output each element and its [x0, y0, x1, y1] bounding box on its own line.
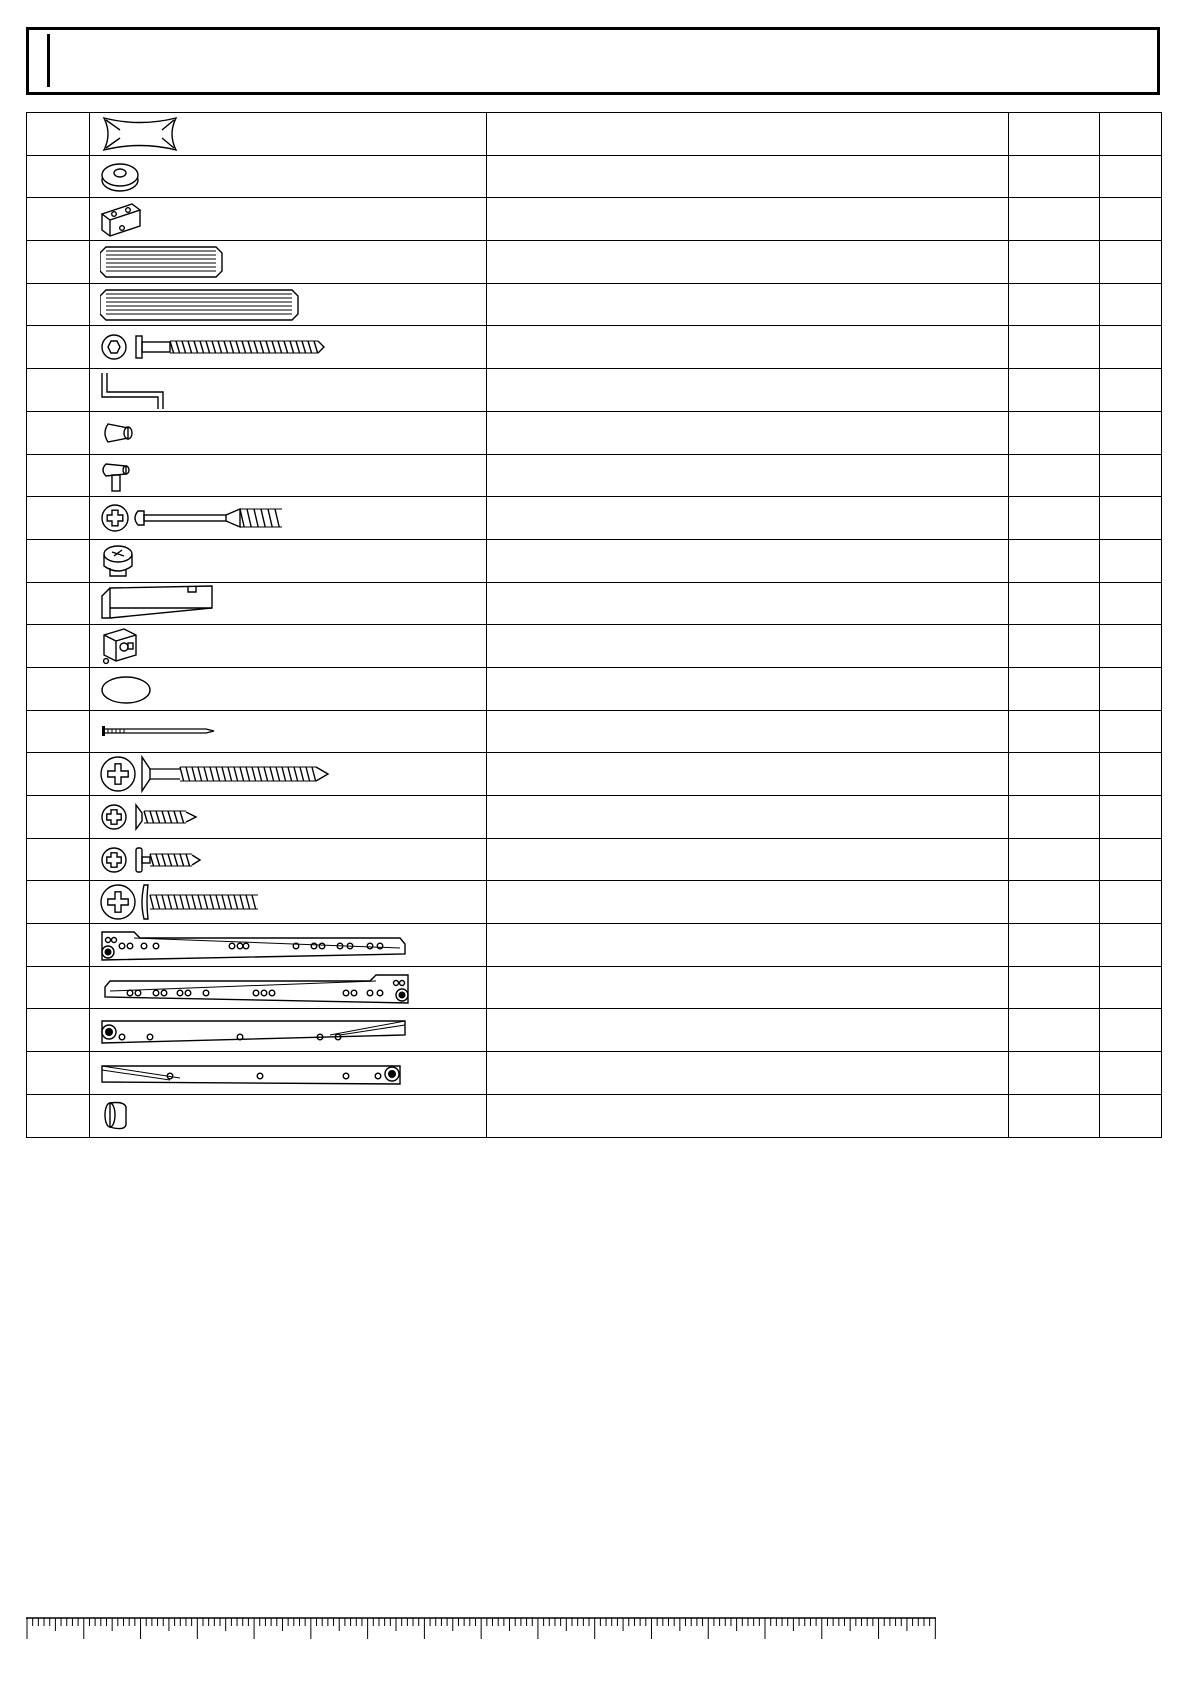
- hex-bolt-icon: [90, 328, 486, 366]
- part-quantity: [1008, 198, 1099, 241]
- table-row: [27, 1009, 1162, 1052]
- part-illustration: [90, 582, 487, 625]
- part-check: [1099, 710, 1161, 753]
- part-check: [1099, 326, 1161, 369]
- part-check: [1099, 881, 1161, 924]
- part-check: [1099, 113, 1161, 156]
- part-description: [487, 966, 1008, 1009]
- part-description: [487, 155, 1008, 198]
- table-row: [27, 710, 1162, 753]
- part-number: [27, 198, 90, 241]
- part-illustration: [90, 539, 487, 582]
- part-number: [27, 753, 90, 796]
- part-number: [27, 411, 90, 454]
- bag-icon: [90, 115, 486, 153]
- part-illustration: [90, 924, 487, 967]
- part-quantity: [1008, 582, 1099, 625]
- header-accent-bar: [47, 34, 50, 87]
- part-description: [487, 369, 1008, 412]
- shelf-support-icon: [90, 456, 486, 494]
- table-row: [27, 454, 1162, 497]
- part-quantity: [1008, 667, 1099, 710]
- part-illustration: [90, 411, 487, 454]
- part-quantity: [1008, 881, 1099, 924]
- part-number: [27, 1009, 90, 1052]
- part-illustration: [90, 454, 487, 497]
- part-illustration: [90, 838, 487, 881]
- handle-icon: [90, 584, 486, 622]
- part-illustration: [90, 497, 487, 540]
- part-check: [1099, 1094, 1161, 1137]
- part-quantity: [1008, 539, 1099, 582]
- short-wood-screw-icon: [90, 798, 486, 836]
- part-number: [27, 966, 90, 1009]
- part-description: [487, 113, 1008, 156]
- part-quantity: [1008, 283, 1099, 326]
- part-check: [1099, 539, 1161, 582]
- table-row: [27, 625, 1162, 668]
- part-description: [487, 924, 1008, 967]
- part-check: [1099, 1052, 1161, 1095]
- part-check: [1099, 582, 1161, 625]
- part-number: [27, 838, 90, 881]
- table-row: [27, 198, 1162, 241]
- part-description: [487, 283, 1008, 326]
- part-illustration: [90, 369, 487, 412]
- table-row: [27, 283, 1162, 326]
- table-row: [27, 838, 1162, 881]
- part-description: [487, 497, 1008, 540]
- part-number: [27, 326, 90, 369]
- cam-bolt-icon: [90, 499, 486, 537]
- part-description: [487, 1052, 1008, 1095]
- part-number: [27, 924, 90, 967]
- part-description: [487, 1094, 1008, 1137]
- table-row: [27, 667, 1162, 710]
- part-illustration: [90, 155, 487, 198]
- cam-lock-icon: [90, 542, 486, 580]
- part-description: [487, 198, 1008, 241]
- part-description: [487, 539, 1008, 582]
- part-illustration: [90, 283, 487, 326]
- part-check: [1099, 411, 1161, 454]
- cover-cap-icon: [90, 670, 486, 708]
- part-number: [27, 155, 90, 198]
- part-illustration: [90, 667, 487, 710]
- part-number: [27, 1052, 90, 1095]
- table-row: [27, 1094, 1162, 1137]
- part-quantity: [1008, 241, 1099, 284]
- part-quantity: [1008, 625, 1099, 668]
- part-number: [27, 283, 90, 326]
- part-number: [27, 369, 90, 412]
- part-quantity: [1008, 710, 1099, 753]
- part-number: [27, 796, 90, 839]
- part-quantity: [1008, 838, 1099, 881]
- cabinet-rail-left-icon: [90, 1011, 486, 1049]
- part-number: [27, 582, 90, 625]
- part-description: [487, 582, 1008, 625]
- table-row: [27, 582, 1162, 625]
- part-illustration: [90, 1094, 487, 1137]
- part-number: [27, 454, 90, 497]
- drawer-runner-left-icon: [90, 926, 486, 964]
- part-illustration: [90, 198, 487, 241]
- part-description: [487, 838, 1008, 881]
- shelf-pin-icon: [90, 414, 486, 452]
- part-illustration: [90, 326, 487, 369]
- part-quantity: [1008, 753, 1099, 796]
- table-row: [27, 113, 1162, 156]
- table-row: [27, 1052, 1162, 1095]
- part-description: [487, 625, 1008, 668]
- part-check: [1099, 667, 1161, 710]
- nail-icon: [90, 712, 486, 750]
- part-check: [1099, 1009, 1161, 1052]
- table-row: [27, 966, 1162, 1009]
- table-row: [27, 411, 1162, 454]
- parts-list-table: [26, 112, 1162, 1138]
- long-wood-screw-icon: [90, 755, 486, 793]
- part-quantity: [1008, 796, 1099, 839]
- part-quantity: [1008, 966, 1099, 1009]
- part-quantity: [1008, 454, 1099, 497]
- drawer-runner-right-icon: [90, 969, 486, 1007]
- part-illustration: [90, 881, 487, 924]
- table-row: [27, 796, 1162, 839]
- part-quantity: [1008, 924, 1099, 967]
- part-illustration: [90, 1009, 487, 1052]
- part-description: [487, 881, 1008, 924]
- part-quantity: [1008, 155, 1099, 198]
- table-row: [27, 924, 1162, 967]
- table-row: [27, 155, 1162, 198]
- part-illustration: [90, 796, 487, 839]
- pan-head-screw-icon: [90, 841, 486, 879]
- plastic-plug-icon: [90, 1097, 486, 1135]
- part-description: [487, 796, 1008, 839]
- washer-head-screw-icon: [90, 883, 486, 921]
- part-number: [27, 1094, 90, 1137]
- part-check: [1099, 966, 1161, 1009]
- part-description: [487, 411, 1008, 454]
- part-quantity: [1008, 326, 1099, 369]
- part-number: [27, 667, 90, 710]
- part-illustration: [90, 753, 487, 796]
- header-box: [26, 27, 1160, 95]
- part-illustration: [90, 966, 487, 1009]
- part-description: [487, 667, 1008, 710]
- part-check: [1099, 369, 1161, 412]
- table-row: [27, 326, 1162, 369]
- table-row: [27, 241, 1162, 284]
- hinge-plate-icon: [90, 627, 486, 665]
- part-check: [1099, 625, 1161, 668]
- table-row: [27, 753, 1162, 796]
- part-description: [487, 1009, 1008, 1052]
- allen-key-icon: [90, 371, 486, 409]
- table-row: [27, 881, 1162, 924]
- part-quantity: [1008, 1009, 1099, 1052]
- part-check: [1099, 753, 1161, 796]
- cabinet-rail-right-icon: [90, 1054, 486, 1092]
- part-check: [1099, 924, 1161, 967]
- part-quantity: [1008, 497, 1099, 540]
- part-quantity: [1008, 1052, 1099, 1095]
- part-illustration: [90, 1052, 487, 1095]
- part-quantity: [1008, 113, 1099, 156]
- part-check: [1099, 155, 1161, 198]
- part-description: [487, 326, 1008, 369]
- part-check: [1099, 241, 1161, 284]
- part-number: [27, 625, 90, 668]
- part-check: [1099, 838, 1161, 881]
- wooden-dowel-short-icon: [90, 243, 486, 281]
- part-quantity: [1008, 411, 1099, 454]
- part-number: [27, 497, 90, 540]
- part-illustration: [90, 710, 487, 753]
- wooden-dowel-long-icon: [90, 286, 486, 324]
- table-row: [27, 497, 1162, 540]
- part-number: [27, 539, 90, 582]
- table-row: [27, 539, 1162, 582]
- part-illustration: [90, 113, 487, 156]
- table-row: [27, 369, 1162, 412]
- part-description: [487, 241, 1008, 284]
- part-description: [487, 454, 1008, 497]
- part-illustration: [90, 241, 487, 284]
- part-illustration: [90, 625, 487, 668]
- part-number: [27, 113, 90, 156]
- part-number: [27, 710, 90, 753]
- part-check: [1099, 454, 1161, 497]
- part-check: [1099, 497, 1161, 540]
- part-description: [487, 753, 1008, 796]
- measuring-ruler-icon: [26, 1617, 938, 1641]
- angle-bracket-icon: [90, 200, 486, 238]
- glide-foot-icon: [90, 158, 486, 196]
- part-description: [487, 710, 1008, 753]
- part-number: [27, 241, 90, 284]
- part-check: [1099, 198, 1161, 241]
- part-number: [27, 881, 90, 924]
- part-check: [1099, 796, 1161, 839]
- part-check: [1099, 283, 1161, 326]
- part-quantity: [1008, 369, 1099, 412]
- part-quantity: [1008, 1094, 1099, 1137]
